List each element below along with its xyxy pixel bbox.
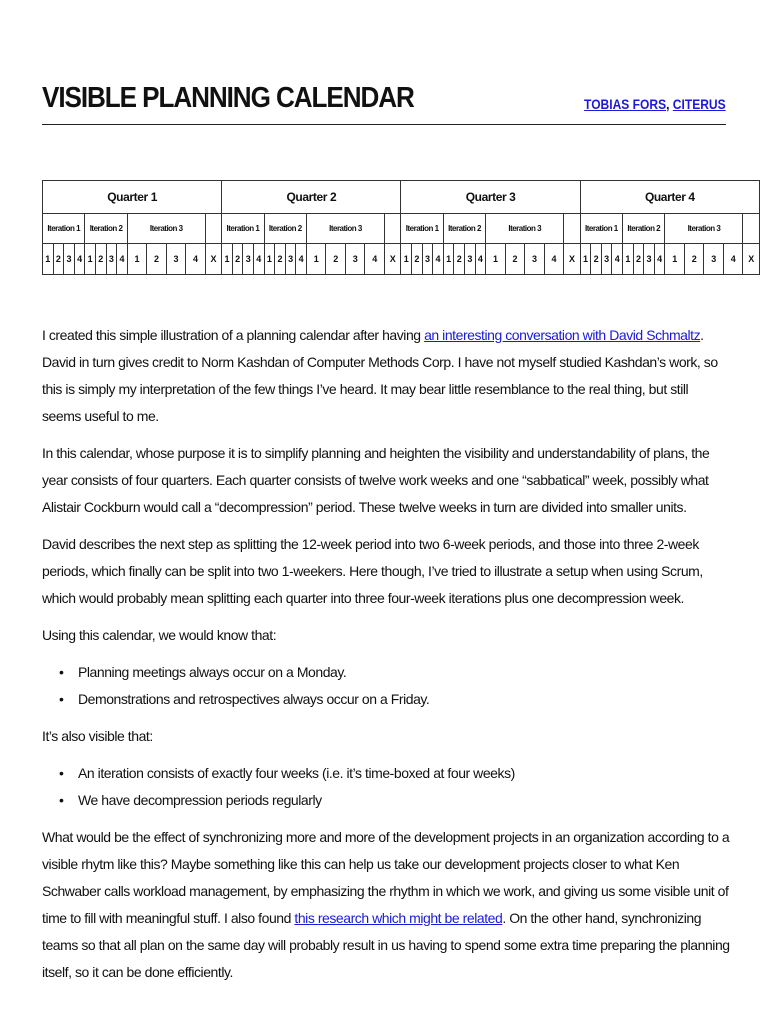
paragraph bbox=[42, 322, 730, 430]
iteration-cell: Iteration 2 bbox=[623, 214, 665, 244]
article-body bbox=[42, 322, 730, 996]
bullet-icon: • bbox=[59, 664, 64, 680]
week-cell: 4 bbox=[654, 244, 665, 275]
paragraph: David describes the next step as splitting the 12-week period into two 6-week periods, and those into three 2-week periods, which finally can be split into two 1-weekers. Here though, I’ve tried to illustrate a setup when using Scrum, which would probably mean splitting each quarter into three four-week iterations plus one decompression week. bbox=[42, 536, 703, 606]
week-cell: 2 bbox=[147, 244, 167, 275]
page-title: VISIBLE PLANNING CALENDAR bbox=[42, 82, 414, 114]
list-item bbox=[42, 787, 730, 814]
week-cell: 2 bbox=[232, 244, 243, 275]
week-cell: 3 bbox=[465, 244, 476, 275]
week-cell: 3 bbox=[422, 244, 433, 275]
week-cell: 3 bbox=[285, 244, 296, 275]
decompression-week-cell: X bbox=[205, 244, 221, 275]
week-row bbox=[43, 244, 760, 275]
decompression-week-cell: X bbox=[564, 244, 580, 275]
week-cell: 1 bbox=[401, 244, 412, 275]
week-cell: 2 bbox=[633, 244, 644, 275]
iteration-cell: Iteration 1 bbox=[222, 214, 264, 244]
bullet-icon: • bbox=[59, 691, 64, 707]
iteration-cell: Iteration 2 bbox=[264, 214, 306, 244]
author-link[interactable]: TOBIAS FORS bbox=[584, 96, 667, 112]
paragraph: Using this calendar, we would know that: bbox=[42, 627, 277, 643]
iteration-cell: Iteration 1 bbox=[580, 214, 622, 244]
list-item-text: We have decompression periods regularly bbox=[78, 792, 322, 808]
page-header bbox=[42, 78, 726, 125]
week-cell: 4 bbox=[612, 244, 623, 275]
week-cell: 4 bbox=[254, 244, 265, 275]
week-cell: 1 bbox=[264, 244, 275, 275]
iteration-cell: Iteration 1 bbox=[401, 214, 443, 244]
week-cell: 2 bbox=[95, 244, 106, 275]
bullet-icon: • bbox=[59, 792, 64, 808]
bullet-list bbox=[42, 760, 730, 814]
week-cell: 4 bbox=[365, 244, 385, 275]
week-cell: 2 bbox=[505, 244, 525, 275]
quarter-cell: Quarter 1 bbox=[43, 181, 222, 214]
bullet-icon: • bbox=[59, 765, 64, 781]
bullet-list bbox=[42, 659, 730, 713]
week-cell: 1 bbox=[623, 244, 634, 275]
week-cell: 3 bbox=[601, 244, 612, 275]
list-item bbox=[42, 659, 730, 686]
decompression-header-cell bbox=[205, 214, 221, 244]
quarter-row bbox=[43, 181, 760, 214]
iteration-cell: Iteration 3 bbox=[665, 214, 743, 244]
list-item-text: An iteration consists of exactly four weeks (i.e. it’s time-boxed at four weeks) bbox=[78, 765, 515, 781]
week-cell: 4 bbox=[544, 244, 564, 275]
week-cell: 2 bbox=[684, 244, 704, 275]
week-cell: 4 bbox=[186, 244, 206, 275]
research-link[interactable]: this research which might be related bbox=[294, 910, 503, 926]
week-cell: 4 bbox=[296, 244, 307, 275]
paragraph bbox=[42, 824, 730, 986]
week-cell: 3 bbox=[166, 244, 186, 275]
week-cell: 2 bbox=[53, 244, 64, 275]
week-cell: 1 bbox=[43, 244, 54, 275]
week-cell: 2 bbox=[412, 244, 423, 275]
week-cell: 3 bbox=[525, 244, 545, 275]
week-cell: 3 bbox=[106, 244, 117, 275]
week-cell: 3 bbox=[704, 244, 724, 275]
text-run: . On the other hand, synchronizing teams so that all plan on the same day will probably result in us having to spend some extra time preparing the planning itself, so it can be done efficiently. bbox=[42, 910, 730, 980]
week-cell: 1 bbox=[306, 244, 326, 275]
decompression-header-cell bbox=[743, 214, 759, 244]
decompression-week-cell: X bbox=[743, 244, 759, 275]
week-cell: 2 bbox=[326, 244, 346, 275]
iteration-cell: Iteration 3 bbox=[306, 214, 384, 244]
quarter-cell: Quarter 3 bbox=[401, 181, 580, 214]
iteration-row bbox=[43, 214, 760, 244]
week-cell: 4 bbox=[433, 244, 444, 275]
week-cell: 3 bbox=[243, 244, 254, 275]
week-cell: 1 bbox=[486, 244, 506, 275]
week-cell: 2 bbox=[454, 244, 465, 275]
week-cell: 4 bbox=[723, 244, 743, 275]
iteration-cell: Iteration 2 bbox=[443, 214, 485, 244]
paragraph: In this calendar, whose purpose it is to simplify planning and heighten the visibility and understandability of plans, the year consists of four quarters. Each quarter consists of twelve work weeks and one “sabbatical” week, possibly what Alistair Cockburn would call a “decompression” period. These twelve weeks in turn are divided into smaller units. bbox=[42, 445, 710, 515]
week-cell: 1 bbox=[580, 244, 591, 275]
planning-calendar-table bbox=[42, 180, 760, 275]
quarter-cell: Quarter 2 bbox=[222, 181, 401, 214]
author-byline bbox=[584, 96, 726, 112]
decompression-header-cell bbox=[564, 214, 580, 244]
week-cell: 4 bbox=[117, 244, 128, 275]
week-cell: 4 bbox=[74, 244, 85, 275]
list-item bbox=[42, 760, 730, 787]
paragraph: It’s also visible that: bbox=[42, 728, 153, 744]
week-cell: 1 bbox=[85, 244, 96, 275]
text-run: I created this simple illustration of a planning calendar after having bbox=[42, 327, 425, 343]
author-separator: , bbox=[666, 96, 674, 112]
week-cell: 1 bbox=[665, 244, 685, 275]
list-item-text: Demonstrations and retrospectives always occur on a Friday. bbox=[78, 691, 430, 707]
week-cell: 1 bbox=[222, 244, 233, 275]
decompression-week-cell: X bbox=[384, 244, 400, 275]
text-run: . David in turn gives credit to Norm Kashdan of Computer Methods Corp. I have not myself studied Kashdan’s work, so this is simply my interpretation of the few things I’ve heard. It may bear little resemblance to the real thing, but still seems useful to me. bbox=[42, 327, 718, 424]
decompression-header-cell bbox=[384, 214, 400, 244]
iteration-cell: Iteration 3 bbox=[486, 214, 564, 244]
quarter-cell: Quarter 4 bbox=[580, 181, 759, 214]
schmaltz-conversation-link[interactable]: an interesting conversation with David Schmaltz bbox=[424, 327, 701, 343]
text-run: What would be the effect of synchronizing more and more of the development projects in an organization according to a visible rhytm like this? Maybe something like this can help us take our development projects closer to what Ken Schwaber calls workload management, by emphasizing the rhythm in which we work, and giving us some visible unit of time to fill with meaningful stuff. I also found bbox=[42, 829, 730, 926]
company-link[interactable]: CITERUS bbox=[673, 96, 726, 112]
iteration-cell: Iteration 1 bbox=[43, 214, 85, 244]
list-item-text: Planning meetings always occur on a Monday. bbox=[78, 664, 347, 680]
iteration-cell: Iteration 3 bbox=[127, 214, 205, 244]
week-cell: 1 bbox=[127, 244, 147, 275]
week-cell: 1 bbox=[443, 244, 454, 275]
week-cell: 3 bbox=[345, 244, 365, 275]
week-cell: 2 bbox=[591, 244, 602, 275]
week-cell: 3 bbox=[644, 244, 655, 275]
week-cell: 2 bbox=[275, 244, 286, 275]
list-item bbox=[42, 686, 730, 713]
iteration-cell: Iteration 2 bbox=[85, 214, 127, 244]
week-cell: 4 bbox=[475, 244, 486, 275]
week-cell: 3 bbox=[64, 244, 75, 275]
